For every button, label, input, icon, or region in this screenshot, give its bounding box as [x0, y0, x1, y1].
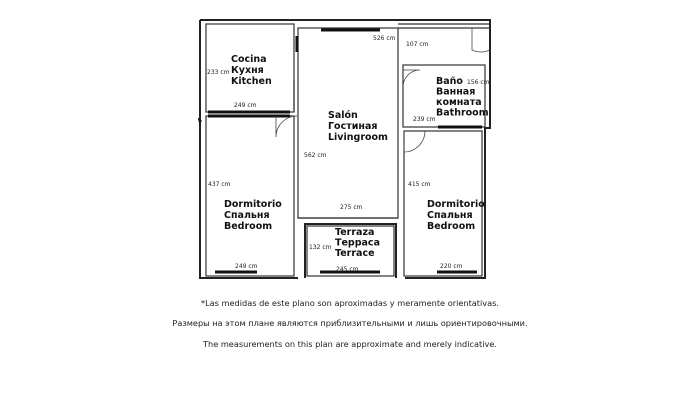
dim-bed-left-height: 437 cm — [208, 181, 231, 188]
dim-kitchen-width: 249 cm — [234, 102, 257, 109]
bath-door — [403, 70, 420, 87]
dim-bath-height: 156 cm — [467, 79, 490, 86]
dim-terrace-width: 245 cm — [336, 266, 359, 273]
dim-bath-width: 239 cm — [413, 116, 436, 123]
living-label: Salón Гостиная Livingroom — [328, 110, 388, 143]
dim-kitchen-height: 233 cm — [207, 69, 230, 76]
dim-entry-width: 107 cm — [406, 41, 429, 48]
bed-left-label: Dormitorio Спальня Bedroom — [224, 199, 282, 232]
dim-terrace-height: 132 cm — [309, 244, 332, 251]
dim-bed-right-width: 220 cm — [440, 263, 463, 270]
dim-bed-left-width: 249 cm — [235, 263, 258, 270]
dim-bed-right-height: 415 cm — [408, 181, 431, 188]
note-english: The measurements on this plan are approximate and merely indicative. — [203, 339, 497, 349]
bed-left-walls — [206, 116, 294, 276]
terrace-label: Terraza Терраса Terrace — [335, 227, 380, 259]
room-labels — [224, 54, 489, 259]
kitchen-label: Cocina Кухня Kitchen — [231, 54, 272, 87]
entry-door — [472, 28, 490, 52]
dim-living-width: 526 cm — [373, 35, 396, 42]
note-spanish: *Las medidas de este plano son aproximadas y meramente orientativas. — [200, 298, 500, 308]
bed-right-label: Dormitorio Спальня Bedroom — [427, 199, 485, 232]
bed-right-door — [404, 131, 425, 152]
dim-living-bottom: 275 cm — [340, 204, 363, 211]
note-russian: Размеры на этом плане являются приблизительными и лишь ориентировочными. — [172, 318, 528, 328]
dim-living-height: 562 cm — [304, 152, 327, 159]
bathroom-label: Baño Ванная комната Bathroom — [436, 76, 489, 119]
